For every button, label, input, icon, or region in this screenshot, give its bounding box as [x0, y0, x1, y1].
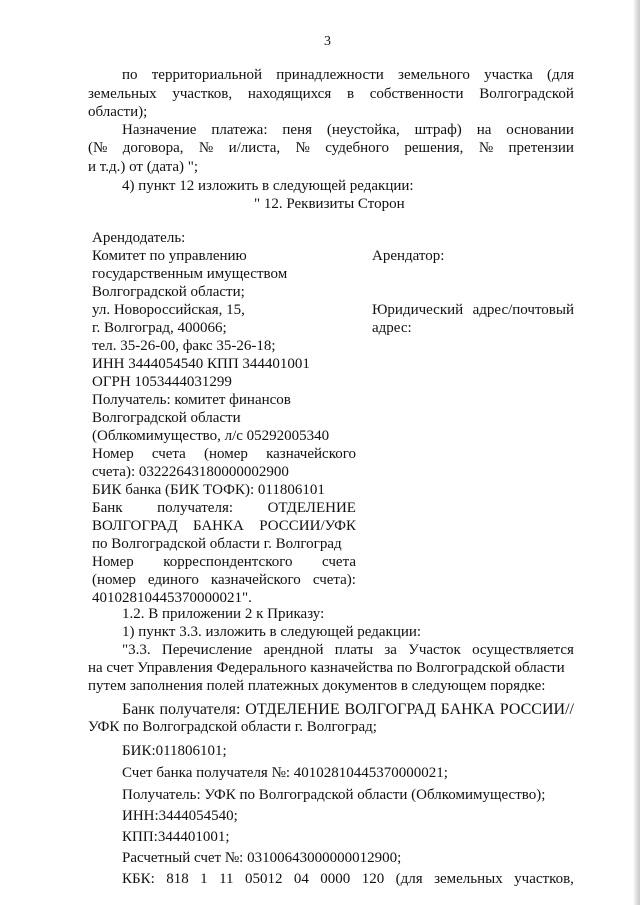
lessor-line: счета): 03222643180000002900 — [92, 464, 289, 480]
lessor-line: (Облкомимущество, л/с 05292005340 — [92, 428, 330, 444]
text-line: КБК: 818 1 11 05012 04 0000 120 (для земельных участков, — [122, 871, 574, 887]
text-line: (№ договора, № и/листа, № судебного решения, № претензии — [88, 140, 574, 156]
lessor-line: Номер счета (номер казначейского — [92, 446, 356, 462]
lessee-address-line: Юридический адрес/почтовый — [372, 302, 574, 318]
lessor-line: государственным имуществом — [92, 266, 288, 282]
lessor-line: ВОЛГОГРАД БАНКА РОССИИ/УФК — [92, 518, 356, 534]
page-number: 3 — [324, 34, 331, 49]
lessor-line: БИК банка (БИК ТОФК): 011806101 — [92, 482, 325, 498]
text-line: БИК:011806101; — [122, 743, 227, 759]
page-edge-shadow — [633, 0, 640, 905]
lessor-line: по Волгоградской области г. Волгоград — [92, 536, 342, 552]
text-line: Получатель: УФК по Волгоградской области (Облкомимущество); — [122, 787, 546, 803]
text-line: КПП:344401001; — [122, 829, 230, 845]
text-line: и т.д.) от (дата) "; — [88, 159, 199, 175]
lessor-heading: Арендодатель: — [92, 230, 186, 246]
lessor-line: Волгоградской области; — [92, 284, 245, 300]
lessor-line: ОГРН 1053444031299 — [92, 374, 232, 390]
lessor-line: (номер единого казначейского счета): — [92, 572, 356, 588]
lessor-line: 40102810445370000021". — [92, 590, 252, 606]
text-line: 1) пункт 3.3. изложить в следующей редакции: — [122, 624, 422, 640]
text-line: земельных участков, находящихся в собственности Волгоградской — [88, 86, 574, 102]
lessee-address-line: адрес: — [372, 320, 412, 336]
lessor-line: Комитет по управлению — [92, 248, 247, 264]
lessor-line: ИНН 3444054540 КПП 344401001 — [92, 356, 310, 372]
text-line: 4) пункт 12 изложить в следующей редакции: — [122, 178, 414, 194]
lessor-line: г. Волгоград, 400066; — [92, 320, 227, 336]
text-line: на счет Управления Федерального казначейства по Волгоградской области — [88, 660, 565, 676]
text-line: Назначение платежа: пеня (неустойка, штраф) на основании — [122, 122, 574, 138]
lessor-line: Банк получателя: ОТДЕЛЕНИЕ — [92, 500, 356, 516]
lessor-line: Волгоградской области — [92, 410, 241, 426]
text-line: "3.3. Перечисление арендной платы за Участок осуществляется — [122, 642, 574, 658]
text-line: путем заполнения полей платежных документов в следующем порядке: — [88, 678, 546, 694]
text-line: Расчетный счет №: 03100643000000012900; — [122, 850, 402, 866]
text-line: Счет банка получателя №: 40102810445370000021; — [122, 765, 448, 781]
text-line: по территориальной принадлежности земельного участка (для — [122, 67, 574, 83]
lessor-line: тел. 35-26-00, факс 35-26-18; — [92, 338, 276, 354]
text-line: Банк получателя: ОТДЕЛЕНИЕ ВОЛГОГРАД БАНКА РОССИИ// — [122, 701, 574, 718]
text-line: УФК по Волгоградской области г. Волгоград; — [88, 719, 377, 735]
text-line: ИНН:3444054540; — [122, 808, 238, 824]
text-line: 1.2. В приложении 2 к Приказу: — [122, 606, 325, 622]
section-title: " 12. Реквизиты Сторон — [254, 196, 405, 212]
lessee-heading: Арендатор: — [372, 248, 445, 264]
lessor-line: Получатель: комитет финансов — [92, 392, 291, 408]
text-line: области); — [88, 104, 148, 120]
lessor-line: Номер корреспондентского счета — [92, 554, 356, 570]
lessor-line: ул. Новороссийская, 15, — [92, 302, 245, 318]
